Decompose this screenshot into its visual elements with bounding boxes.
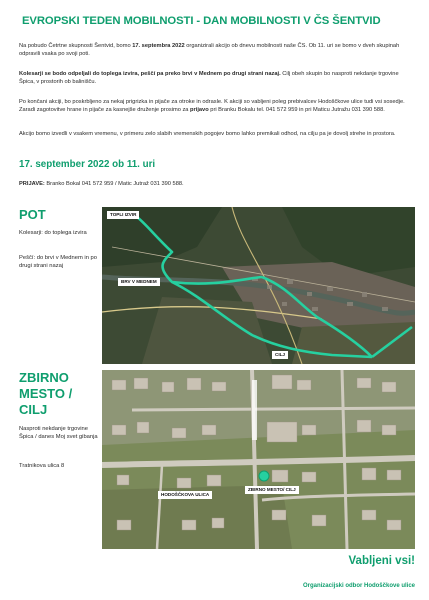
- meeting-place-text: Nasproti nekdanje trgovine Špica / danes Moj svet gibanja: [19, 426, 98, 441]
- map-label-finish: CILJ: [272, 351, 288, 359]
- intro-text: Cilj obeh skupin bo nasproti nekdanje trgovine Špica, v prostorih ob balinišču.: [19, 71, 399, 86]
- route-map: [102, 207, 415, 364]
- route-section-title: POT: [19, 207, 46, 222]
- map-label-bridge: BRV V MEDNEM: [118, 278, 160, 286]
- meeting-map: [102, 370, 415, 549]
- intro-text: Po končani akciji, bo poskrbljeno za nekaj prigrizka in pijače za otroke in odrasle. K akciji so vabljeni poleg prebivalcev Hodoščkove ulice tudi vsi sosedje. Zaradi zagotovitve hrane in pijače za kasnejše druženje prosimo za: [19, 99, 405, 114]
- meeting-title-line: CILJ: [19, 402, 48, 417]
- event-date: 17. september 2022 ob 11. uri: [19, 159, 156, 170]
- intro-bold-text: Kolesarji se bodo odpeljali do toplega izvira, peščí pa preko brvi v Mednem po drugi strani nazaj.: [19, 71, 281, 77]
- intro-bold-text: prijavo: [190, 107, 209, 114]
- intro-text: pri Branku Bokalu tel. 041 572 959 in pri Maticu Jutražu 031 390 588.: [208, 107, 385, 114]
- intro-text: organizirali akcijo ob dnevu mobilnosti naše ČS. Ob 11. uri se bomo v dveh skupinah odpravili vsaka po svoji poti.: [19, 43, 400, 58]
- map-label-meeting-point: ZBIRNO MESTO/ CILJ: [245, 486, 299, 494]
- map-label-start: TOPLI IZVIR: [107, 211, 139, 219]
- meeting-map-satellite: [102, 370, 415, 549]
- footer-organizer: Organizacijski odbor Hodoščkove ulice: [302, 583, 415, 589]
- intro-paragraph-1: [19, 42, 414, 58]
- registration-line: [19, 181, 184, 187]
- meeting-section-title: [19, 370, 72, 418]
- meeting-title-line: MESTO /: [19, 386, 73, 401]
- route-walkers-text: Peščí: do brvi v Mednem in po drugi strani nazaj: [19, 255, 97, 270]
- route-cyclists-text: Kolesarji: do toplega izvira: [19, 230, 87, 236]
- intro-paragraph-3: [19, 98, 414, 114]
- intro-paragraph-4: Akcijo bomo izvedli v vsakem vremenu, v primeru zelo slabih vremenskih pogojev bomo lahko premikali odhod, na cilju pa je dovolj strehe in prostora.: [19, 131, 396, 137]
- meeting-title-line: ZBIRNO: [19, 370, 69, 385]
- page-title: EVROPSKI TEDEN MOBILNOSTI - DAN MOBILNOSTI V ČS ŠENTVID: [22, 15, 381, 27]
- meeting-address-text: Tratnikova ulica 8: [19, 463, 65, 469]
- footer-invite: Vabljeni vsi!: [348, 555, 415, 567]
- intro-date-bold: 17. septembra 2022: [132, 43, 185, 49]
- registration-label: PRIJAVE:: [19, 181, 45, 187]
- map-label-street: HODOŠČKOVA ULICA: [158, 491, 212, 499]
- registration-contacts: Branko Bokal 041 572 959 / Matic Jutraž 031 390 588.: [44, 181, 184, 187]
- intro-text: Na pobudo Četrtne skupnosti Šentvid, bomo: [19, 43, 133, 49]
- intro-paragraph-2: [19, 70, 414, 86]
